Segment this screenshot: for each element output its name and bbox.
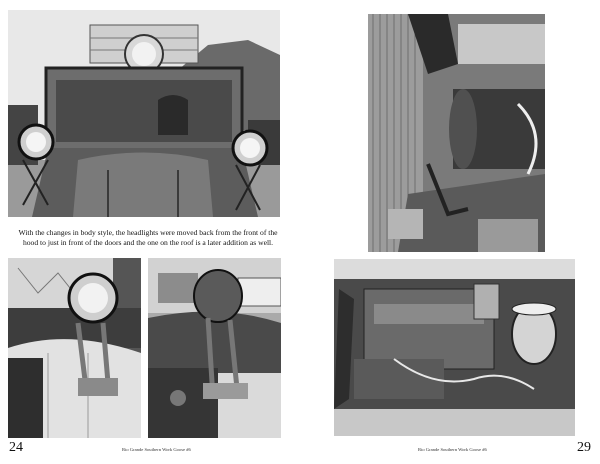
page-footer: Rio Grande Southern Work Goose #6 [122, 447, 191, 452]
right-page [300, 0, 600, 464]
photo-engine-side [334, 259, 575, 436]
photo-radiator-engine-top [368, 14, 545, 252]
page-footer: Rio Grande Southern Work Goose #6 [418, 447, 487, 452]
page-number: 29 [577, 440, 591, 455]
photo-caption: With the changes in body style, the headlights were moved back from the front of the hood to just in front of the doors and the one on the roof is a later addition as well. [18, 228, 278, 247]
photo-headlight-side [8, 258, 141, 438]
photo-headlight-mount [148, 258, 281, 438]
photo-front-headlights [8, 10, 280, 217]
page-number: 24 [9, 440, 23, 455]
